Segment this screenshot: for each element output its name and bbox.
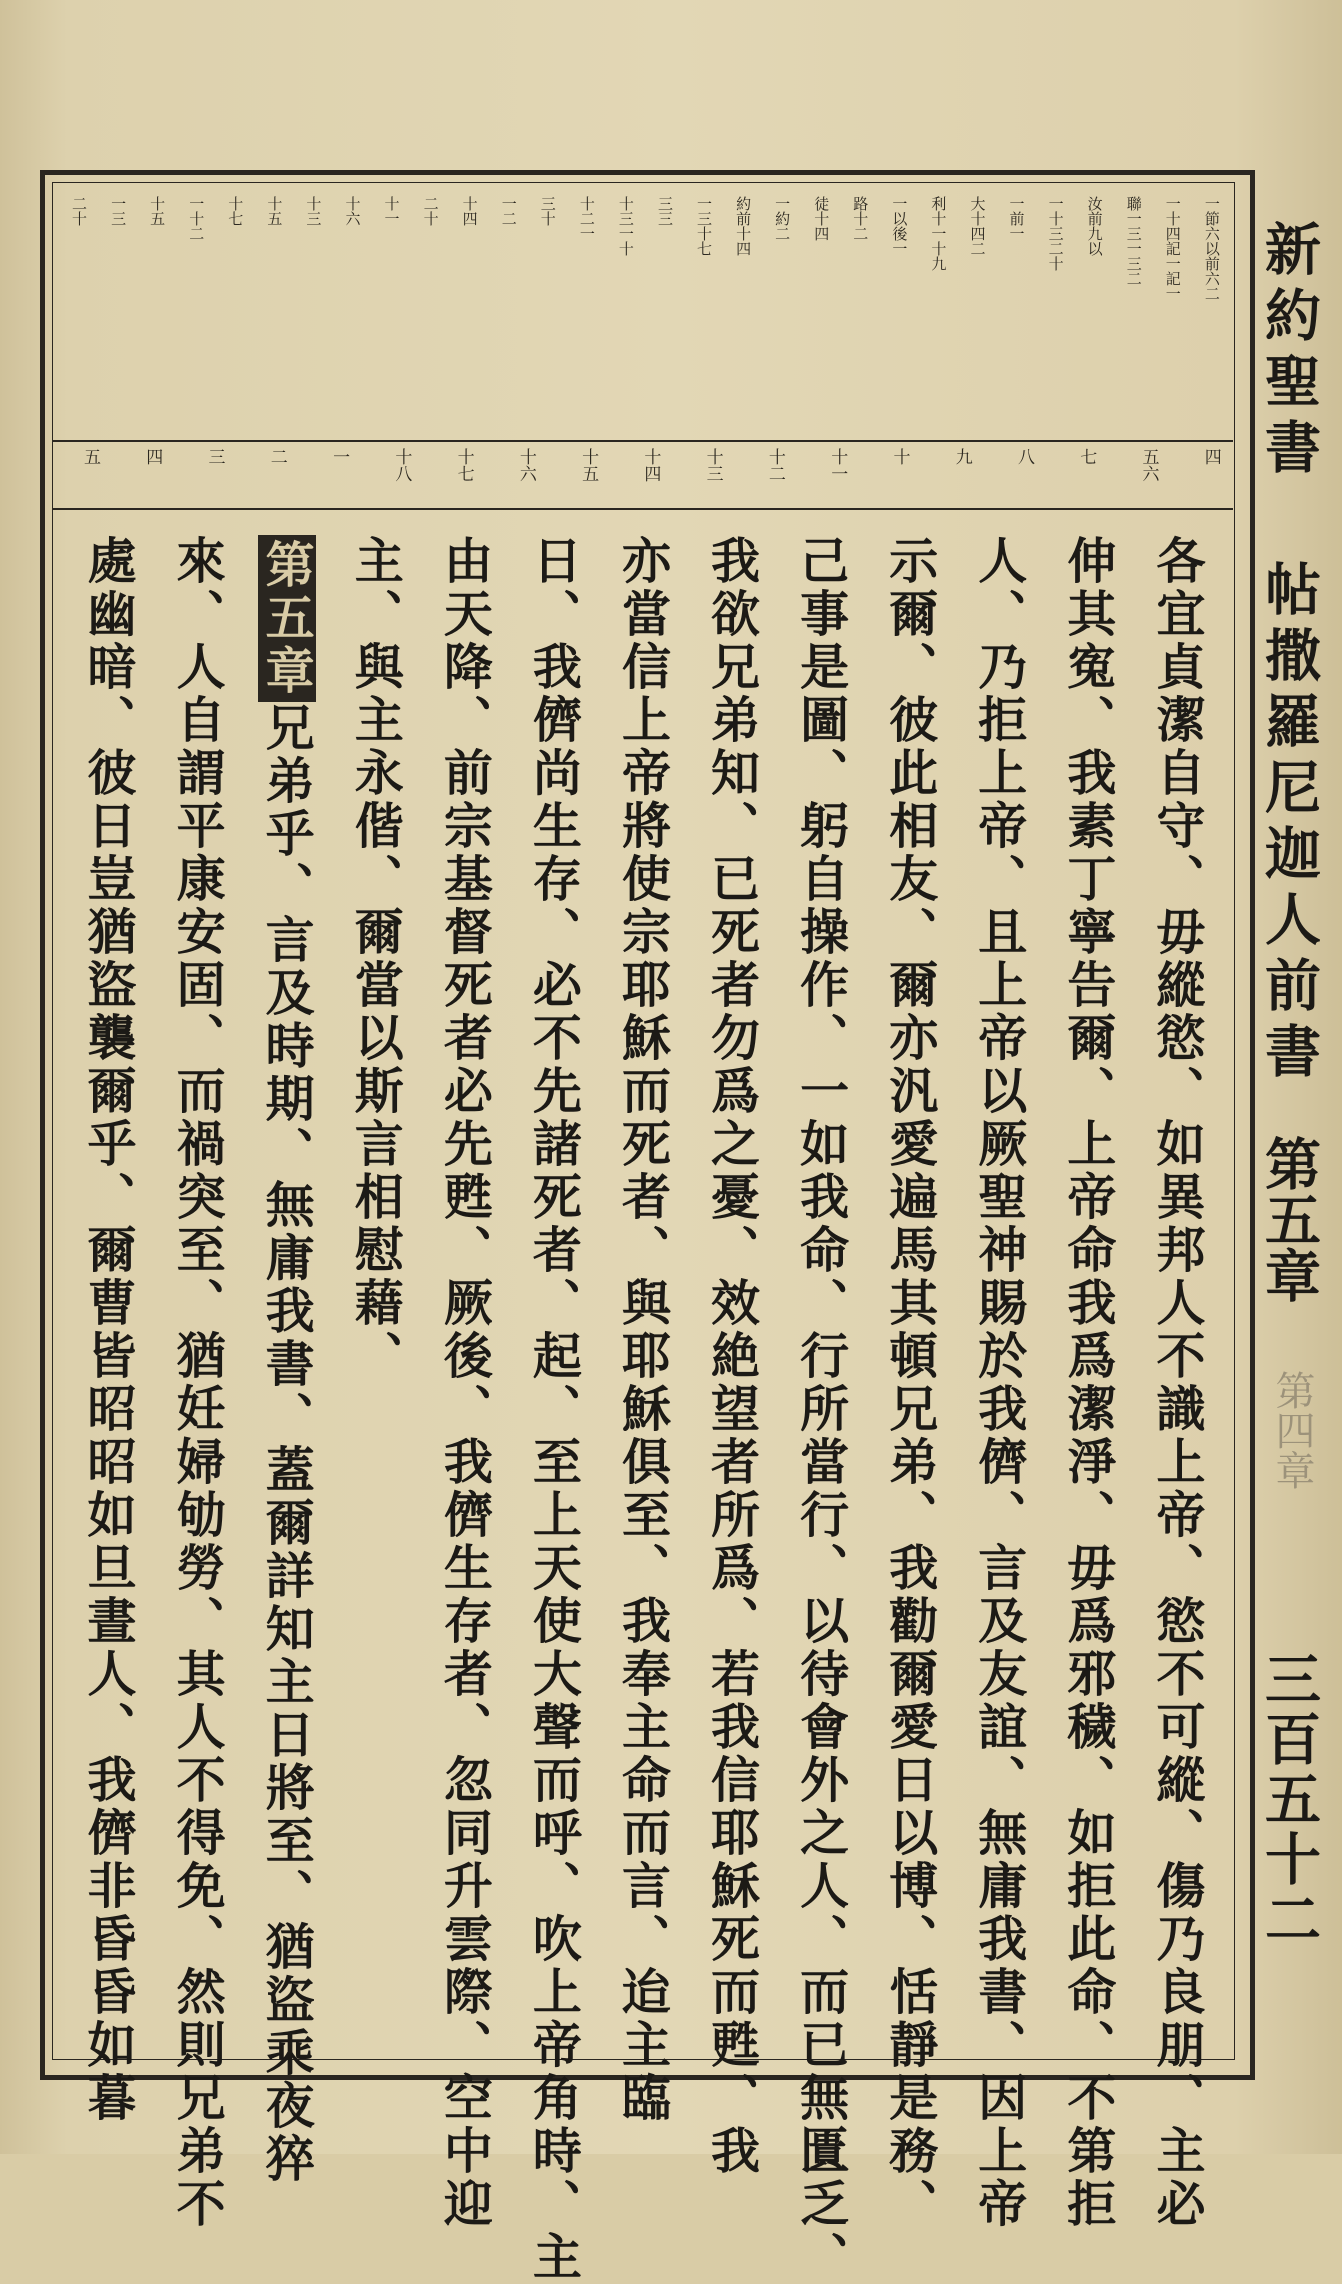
footnote-column: 一二 bbox=[499, 196, 518, 226]
verse-number: 四 bbox=[142, 448, 163, 465]
footnote-column: 路十二 bbox=[851, 196, 870, 241]
verse-number: 十七 bbox=[453, 448, 474, 482]
verse-number: 四 bbox=[1200, 448, 1221, 465]
section-heading-box: 第五章 bbox=[258, 535, 316, 702]
footnote-column: 十三 bbox=[304, 196, 323, 226]
verse-number: 一 bbox=[329, 448, 350, 465]
verse-number: 十八 bbox=[391, 448, 412, 482]
chapter-heading: 第五章 bbox=[1256, 1135, 1322, 1303]
footnote-column: 十一 bbox=[382, 196, 401, 226]
verse-number: 五 bbox=[80, 448, 100, 465]
footnote-references bbox=[70, 196, 1220, 432]
verse-number: 十六 bbox=[515, 448, 536, 482]
text-column: 亦當信上帝將使宗耶穌而死者、與耶穌俱至、我奉主命而言、迨主臨 bbox=[614, 535, 673, 2125]
book-title: 新約聖書 帖撒羅尼迦人前書 bbox=[1256, 220, 1322, 1088]
text-column: 處幽暗、彼日豈猶盜襲爾乎、爾曹皆昭昭如旦晝人、我儕非昏昏如暮 bbox=[80, 535, 138, 2125]
verse-number: 十五 bbox=[578, 448, 599, 482]
footnote-column: 一三 bbox=[109, 196, 128, 226]
verse-number: 十四 bbox=[640, 448, 661, 482]
verse-number: 八 bbox=[1013, 448, 1034, 465]
verse-number: 三 bbox=[204, 448, 225, 465]
verse-number: 五六 bbox=[1138, 448, 1159, 482]
footnote-column: 二十 bbox=[421, 196, 440, 226]
text-column: 我欲兄弟知、已死者勿爲之憂、效絶望者所爲、若我信耶穌死而甦、我 bbox=[703, 535, 762, 2178]
numbers-divider bbox=[52, 508, 1233, 510]
footnote-column: 十二一 bbox=[577, 196, 596, 241]
verse-number: 十三 bbox=[702, 448, 723, 482]
verse-number: 十一 bbox=[827, 448, 848, 482]
bleedthrough-text: 第四章 bbox=[1269, 1370, 1315, 1490]
verse-number: 七 bbox=[1076, 448, 1097, 465]
text-column bbox=[254, 535, 320, 2186]
text-column: 主、與主永偕、爾當以斯言相慰藉、 bbox=[347, 535, 406, 1383]
text-column: 人、乃拒上帝、且上帝以厥聖神賜於我儕、言及友誼、無庸我書、因上帝 bbox=[970, 535, 1029, 2231]
page-number: 三百五十二 bbox=[1256, 1650, 1322, 1950]
main-text bbox=[76, 535, 1211, 2284]
footnote-column: 二十 bbox=[70, 196, 88, 226]
verse-number: 十 bbox=[889, 448, 910, 465]
footnote-column: 十五 bbox=[148, 196, 167, 226]
text-column: 己事是圖、躬自操作、一如我命、行所當行、以待會外之人、而已無匱乏、 bbox=[792, 535, 851, 2284]
footnote-column: 利十一十九 bbox=[929, 196, 948, 271]
footnote-column: 一節六以前六二 bbox=[1202, 196, 1221, 301]
footnote-column: 十四 bbox=[460, 196, 479, 226]
footnote-column: 三十 bbox=[538, 196, 557, 226]
footnote-column: 一約二 bbox=[773, 196, 792, 241]
footnote-column: 一十四記一記一 bbox=[1163, 196, 1182, 301]
footnote-column: 一前一 bbox=[1007, 196, 1026, 241]
footnote-column: 汝前九以 bbox=[1085, 196, 1104, 256]
text-column: 由天降、前宗基督死者必先甦、厥後、我儕生存者、忽同升雲際、空中迎 bbox=[436, 535, 495, 2231]
footnote-column: 十六 bbox=[343, 196, 362, 226]
verse-number-strip bbox=[80, 448, 1220, 504]
verse-number: 二 bbox=[266, 448, 287, 465]
footnote-column: 一三十七 bbox=[695, 196, 713, 256]
footnote-column: 一十三二十 bbox=[1046, 196, 1065, 271]
verse-number: 九 bbox=[951, 448, 972, 465]
footnote-column: 一以後一 bbox=[890, 196, 909, 256]
footnote-column: 一十二 bbox=[187, 196, 206, 241]
text-column: 各宜貞潔自守、毋縱慾、如異邦人不識上帝、慾不可縱、傷乃良朋、主必 bbox=[1148, 535, 1207, 2231]
text-column-body: 兄弟乎、言及時期、無庸我書、蓋爾詳知主日將至、猶盜乘夜猝 bbox=[258, 702, 317, 2186]
text-column: 伸其寃、我素丁寧告爾、上帝命我爲潔淨、毋爲邪穢、如拒此命、不第拒 bbox=[1059, 535, 1118, 2231]
footnote-column: 十七 bbox=[226, 196, 245, 226]
footnote-column: 聯一三一三二 bbox=[1124, 196, 1143, 286]
verse-number: 十二 bbox=[764, 448, 785, 482]
footnote-column: 十三一十 bbox=[616, 196, 635, 256]
footnote-column: 約前十四 bbox=[734, 196, 753, 256]
footnote-column: 大十四二 bbox=[968, 196, 987, 256]
notes-divider bbox=[52, 440, 1233, 442]
text-column: 示爾、彼此相友、爾亦汎愛遍馬其頓兄弟、我勸爾愛日以博、恬靜是務、 bbox=[881, 535, 940, 2231]
footnote-column: 徒十四 bbox=[812, 196, 831, 241]
text-column: 日、我儕尚生存、必不先諸死者、起、至上天使大聲而呼、吹上帝角時、主 bbox=[525, 535, 584, 2284]
footnote-column: 三三 bbox=[655, 196, 674, 226]
footnote-column: 十五 bbox=[265, 196, 284, 226]
text-column: 來、人自謂平康安固、而禍突至、猶妊婦劬勞、其人不得免、然則兄弟不 bbox=[169, 535, 228, 2231]
